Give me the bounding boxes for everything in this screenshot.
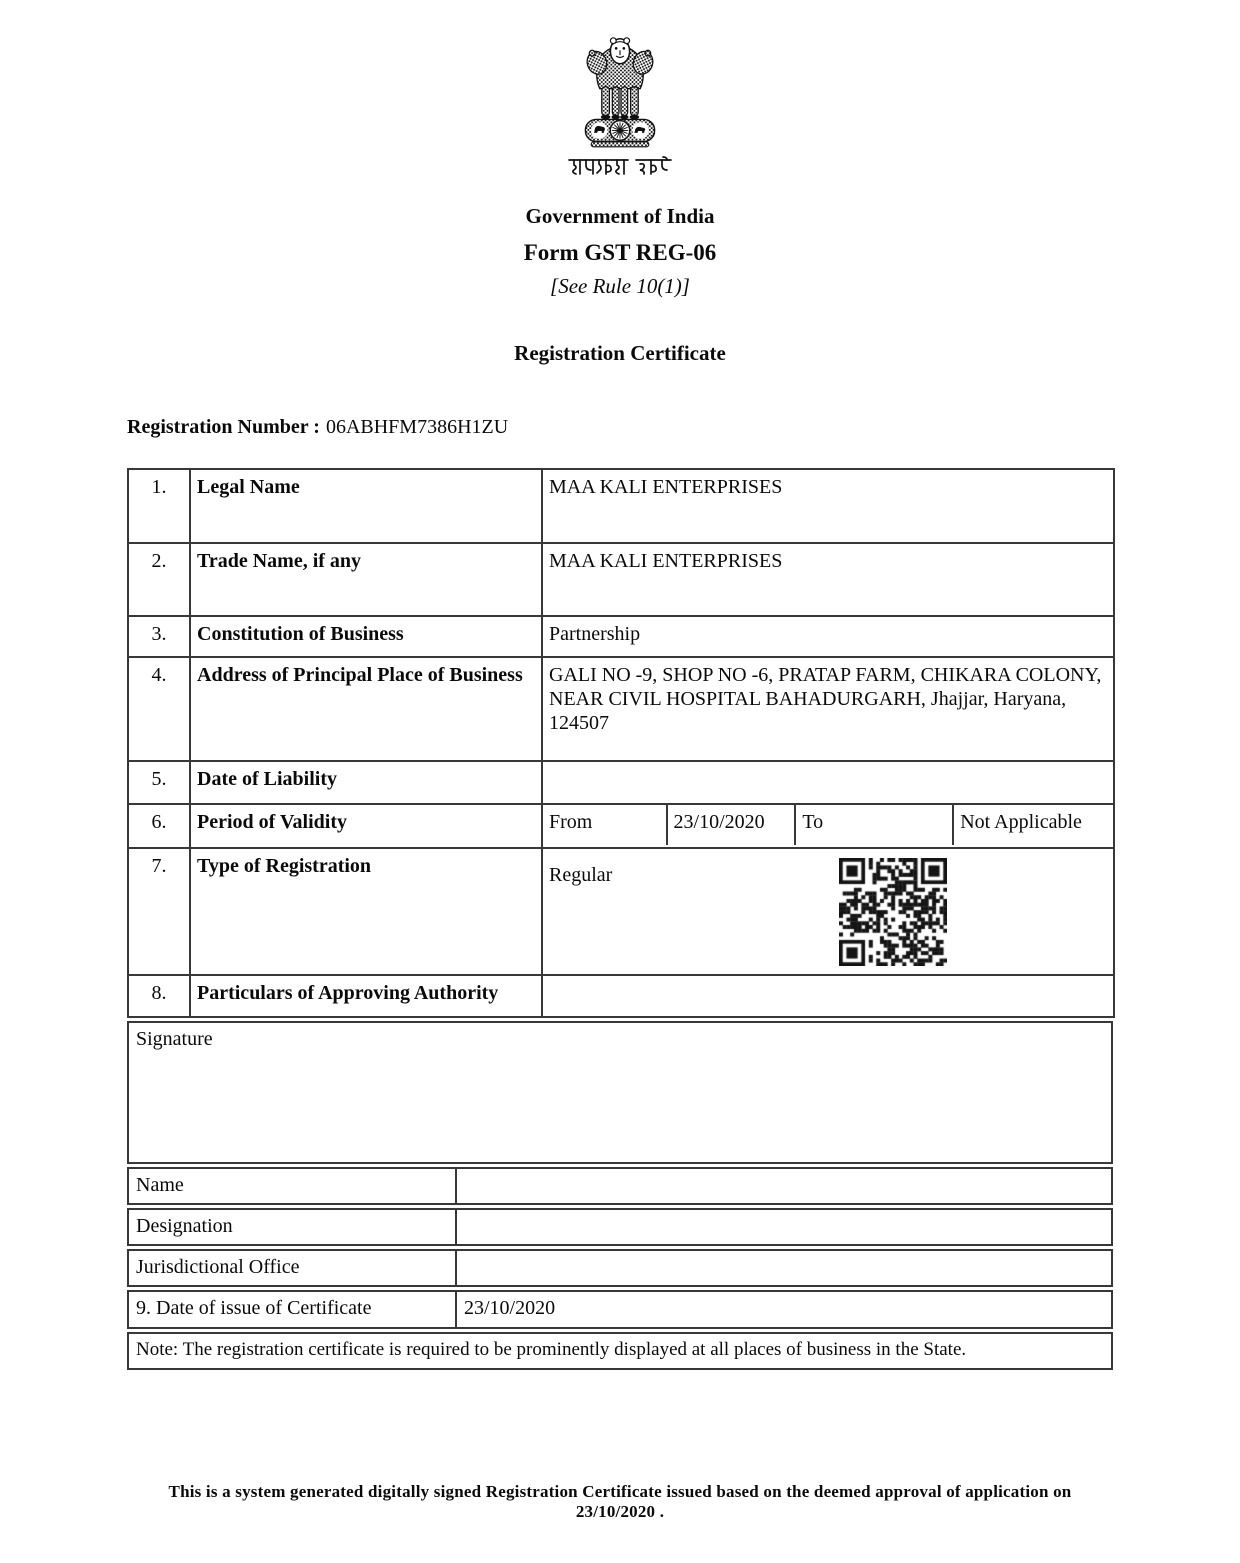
jurisdictional-office-label: Jurisdictional Office: [129, 1251, 457, 1285]
emblem-of-india-icon: [127, 0, 1113, 154]
registration-number-line: [127, 415, 1113, 439]
row-value: MAA KALI ENTERPRISES: [542, 543, 1114, 616]
certificate-details-table: [127, 468, 1115, 1018]
row-label: Period of Validity: [190, 804, 542, 848]
row-serial: 3.: [128, 616, 190, 657]
from-date: 23/10/2020: [666, 805, 795, 845]
row-value: [542, 848, 1114, 975]
from-label: From: [549, 810, 593, 833]
row-serial: 4.: [128, 657, 190, 761]
row-value: [542, 761, 1114, 804]
row-serial: 5.: [128, 761, 190, 804]
form-title: Form GST REG-06: [523, 240, 717, 266]
table-row: [128, 543, 1114, 616]
registration-number-label: Registration Number :: [127, 415, 320, 438]
table-row-type-of-registration: [128, 848, 1114, 975]
to-value: Not Applicable: [952, 805, 1113, 845]
row-label: Legal Name: [190, 469, 542, 543]
designation-value: [457, 1210, 1111, 1244]
qr-code: [839, 858, 947, 966]
signature-label: Signature: [136, 1027, 213, 1050]
government-of-india-title: Government of India: [525, 204, 715, 228]
rule-reference: [See Rule 10(1)]: [550, 274, 690, 299]
motto-devanagari: [127, 156, 1113, 178]
row-serial: 2.: [128, 543, 190, 616]
table-row: [128, 616, 1114, 657]
system-generated-footer: This is a system generated digitally signed Registration Certificate issued based on the deemed approval of application on 23/10/2020 .: [168, 1481, 1072, 1521]
table-row-period-of-validity: [128, 804, 1114, 848]
name-label: Name: [129, 1169, 457, 1203]
period-grid: [543, 805, 1113, 845]
table-row: [128, 761, 1114, 804]
row-value: [542, 975, 1114, 1017]
row-label: Address of Principal Place of Business: [190, 657, 542, 761]
row-value: MAA KALI ENTERPRISES: [542, 469, 1114, 543]
row-label: Type of Registration: [190, 848, 542, 975]
date-of-issue-label: 9. Date of issue of Certificate: [129, 1292, 457, 1327]
table-row: [128, 975, 1114, 1017]
period-of-validity-cells: [542, 804, 1114, 848]
row-serial: 1.: [128, 469, 190, 543]
row-value: Partnership: [542, 616, 1114, 657]
name-row: [127, 1167, 1113, 1205]
signature-box: [127, 1021, 1113, 1164]
row-label: Date of Liability: [190, 761, 542, 804]
row-label: Particulars of Approving Authority: [190, 975, 542, 1017]
row-value: GALI NO -9, SHOP NO -6, PRATAP FARM, CHIKARA COLONY, NEAR CIVIL HOSPITAL BAHADURGARH, Jhajjar, Haryana, 124507: [542, 657, 1114, 761]
designation-row: [127, 1208, 1113, 1246]
registration-number-value: 06ABHFM7386H1ZU: [325, 415, 509, 438]
date-of-issue-value: 23/10/2020: [464, 1296, 556, 1319]
to-label: To: [794, 805, 952, 845]
designation-label: Designation: [129, 1210, 457, 1244]
certificate-title: Registration Certificate: [514, 341, 726, 366]
date-of-issue-row: [127, 1290, 1113, 1329]
table-row: [128, 469, 1114, 543]
row-serial: 8.: [128, 975, 190, 1017]
name-value: [457, 1169, 1111, 1203]
table-row: [128, 657, 1114, 761]
row-label: Constitution of Business: [190, 616, 542, 657]
row-serial: 6.: [128, 804, 190, 848]
row-label: Trade Name, if any: [190, 543, 542, 616]
jurisdictional-office-value: [457, 1251, 1111, 1285]
row-serial: 7.: [128, 848, 190, 975]
registration-type-value: Regular: [549, 863, 613, 886]
note-box: Note: The registration certificate is required to be prominently displayed at all places of business in the State.: [127, 1332, 1113, 1370]
document-header: [127, 0, 1113, 439]
jurisdictional-office-row: [127, 1249, 1113, 1287]
